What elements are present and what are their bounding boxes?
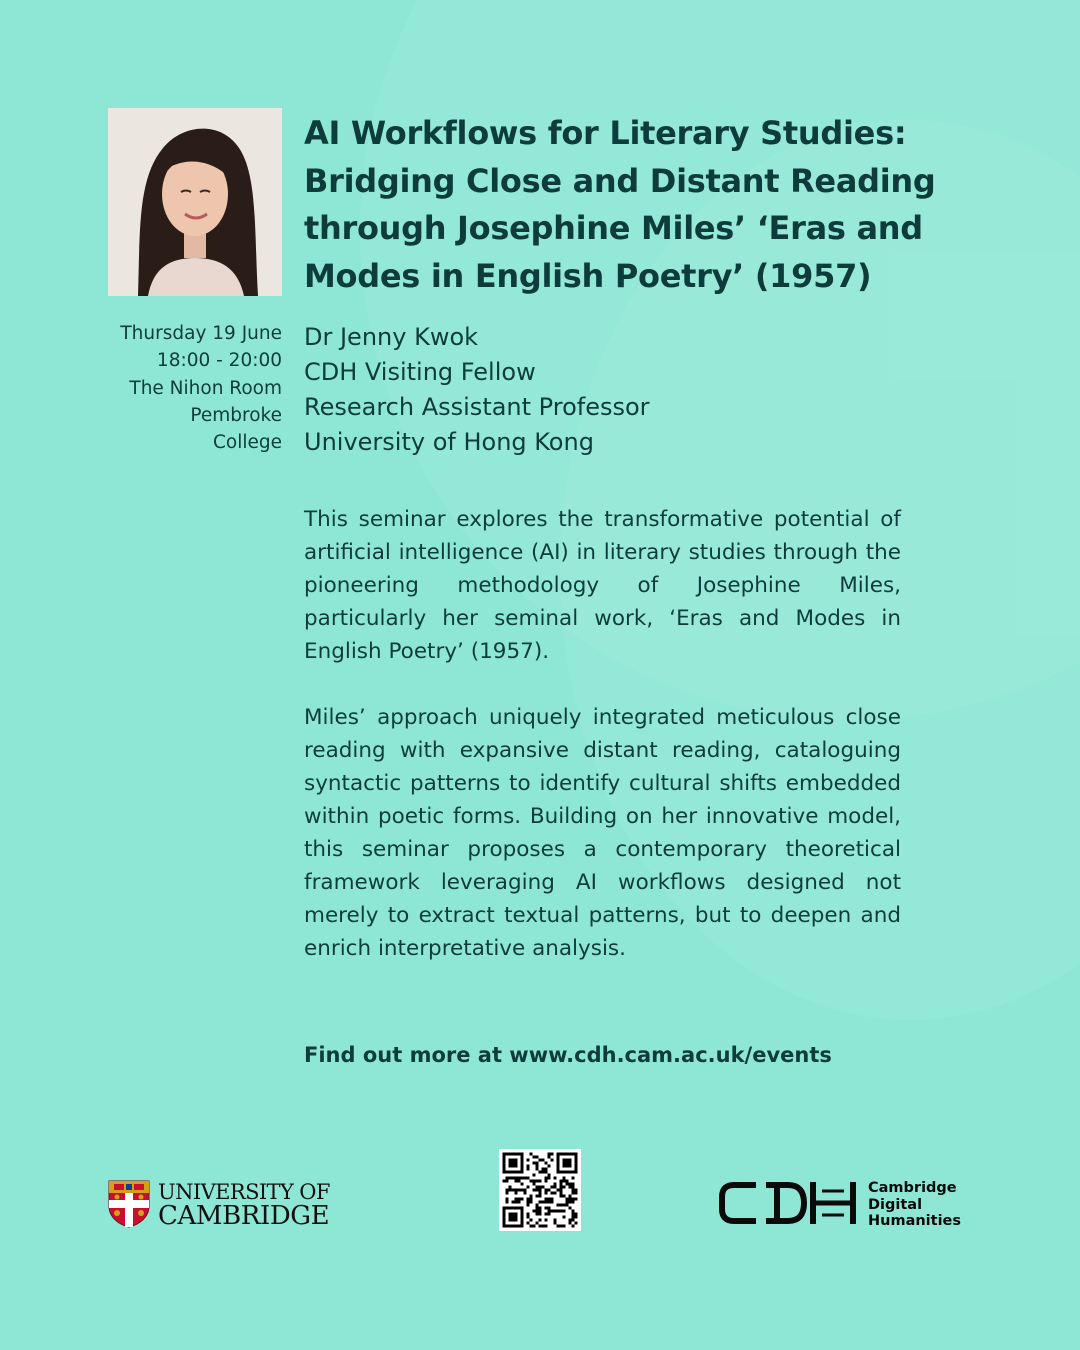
abstract-paragraph: Miles’ approach uniquely integrated meticulous close reading with expansive distant reading, cataloguing syntactic patterns to identify cultural shifts embedded within poetic forms. Building on her innovative model, this seminar proposes a contemporary theoretical framework leveraging AI workflows designed not merely to extract textual patterns, but to deepen and enrich interpretative analysis. xyxy=(304,705,901,961)
cdh-logo xyxy=(716,1178,966,1232)
cdh-wordmark-line1: Cambridge xyxy=(868,1180,957,1196)
event-date: Thursday 19 June xyxy=(120,323,282,344)
event-venue-college-line2: College xyxy=(212,432,282,454)
cdh-wordmark-line2: Digital xyxy=(868,1196,923,1213)
qr-code-icon[interactable] xyxy=(499,1149,581,1231)
abstract-paragraph: This seminar explores the transformative potential of artificial intelligence (AI) in literary studies through the pioneering methodology of Josephine Miles, particularly her seminal work, ‘Eras and Modes in English Poetry’ (1957). xyxy=(304,507,901,664)
speaker-info xyxy=(304,320,904,460)
event-venue-college-line1: Pembroke xyxy=(190,404,282,426)
cambridge-wordmark xyxy=(158,1180,330,1231)
cambridge-wordmark-line2: CAMBRIDGE xyxy=(158,1201,330,1231)
event-abstract xyxy=(304,503,901,965)
event-details xyxy=(80,320,282,456)
cdh-wordmark-line3: Humanities xyxy=(868,1213,962,1229)
cdh-wordmark xyxy=(868,1180,961,1230)
speaker-name: Dr Jenny Kwok xyxy=(304,323,479,351)
cambridge-wordmark-line1: UNIVERSITY OF xyxy=(158,1180,330,1204)
speaker-photo xyxy=(108,108,282,296)
event-venue-room: The Nihon Room xyxy=(129,377,282,399)
more-info-link[interactable]: Find out more at www.cdh.cam.ac.uk/events xyxy=(304,1043,832,1067)
event-title: AI Workflows for Literary Studies: Bridging Close and Distant Reading through Josephine Miles’ ‘Eras and Modes in English Poetry’ (1957) xyxy=(304,114,936,295)
university-of-cambridge-logo xyxy=(108,1180,348,1230)
event-time: 18:00 - 20:00 xyxy=(156,350,282,372)
speaker-role: CDH Visiting Fellow xyxy=(304,358,536,386)
cdh-monogram-icon xyxy=(716,1178,862,1228)
speaker-affiliation: University of Hong Kong xyxy=(304,428,594,456)
speaker-position: Research Assistant Professor xyxy=(304,393,650,421)
cambridge-shield-icon xyxy=(108,1180,150,1228)
